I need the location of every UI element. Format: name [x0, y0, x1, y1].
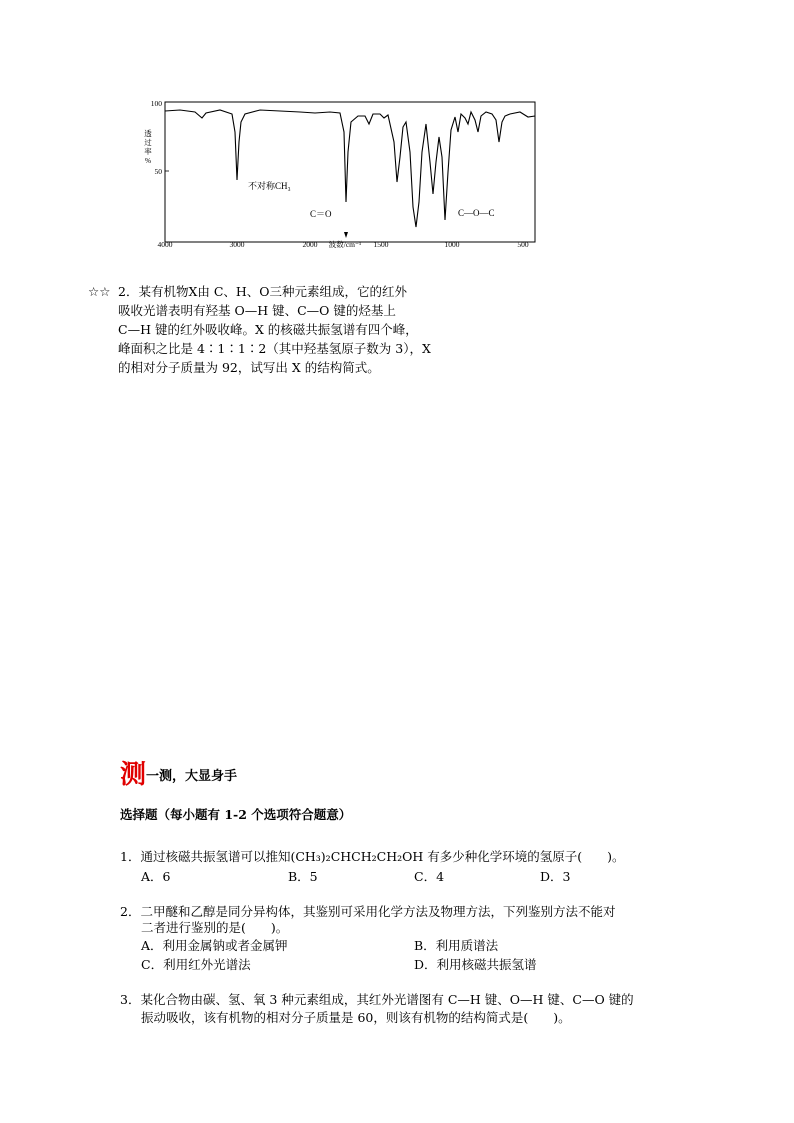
section-heading [120, 754, 237, 791]
x-tick-4000: 4000 [157, 240, 173, 249]
question-1-option-a: A．6 [141, 869, 171, 884]
problem-2-line-1: ☆☆ 2．某有机物X由 C、H、O三种元素组成，它的红外 [88, 284, 408, 299]
question-3-line-2: 振动吸收，该有机物的相对分子质量是 60，则该有机物的结构简式是( )。 [141, 1010, 571, 1025]
annotation-co: C＝O [310, 209, 332, 219]
question-2-option-a: A．利用金属钠或者金属钾 [141, 938, 288, 953]
annotation-ch3: 不对称CH₃ [248, 181, 291, 191]
problem-2-line-2: 吸收光谱表明有羟基 O—H 键、C—O 键的烃基上 [118, 303, 396, 318]
problem-2-line-4: 峰面积之比是 4∶1∶1∶2（其中羟基氢原子数为 3），X [118, 341, 431, 356]
section-big-char: 测 [120, 760, 147, 790]
question-1-text: 1．通过核磁共振氢谱可以推知(CH₃)₂CHCH₂CH₂OH 有多少种化学环境的氢原子( )。 [120, 849, 625, 864]
problem-2-line-5: 的相对分子质量为 92，试写出 X 的结构简式。 [118, 360, 380, 375]
question-2-option-b: B．利用质谱法 [414, 938, 499, 953]
section-title: 一测，大显身手 [146, 769, 238, 784]
question-1-option-b: B．5 [288, 869, 318, 884]
problem-2 [88, 282, 468, 377]
ir-spectrum-figure [140, 92, 550, 252]
x-tick-2000: 2000 [302, 240, 318, 249]
x-tick-3000: 3000 [229, 240, 245, 249]
x-tick-500: 500 [517, 240, 529, 249]
y-axis-label: 透过率% [144, 129, 152, 165]
question-2-line-2: 二者进行鉴别的是( )。 [141, 920, 289, 935]
x-tick-1500: 1500 [373, 240, 389, 249]
y-tick-50: 50 [154, 167, 162, 176]
question-2-option-c: C．利用红外光谱法 [141, 957, 251, 972]
question-1-option-d: D．3 [540, 869, 571, 884]
y-tick-100: 100 [150, 99, 162, 108]
x-tick-1000: 1000 [444, 240, 460, 249]
section-subtitle: 选择题（每小题有 1-2 个选项符合题意） [120, 807, 352, 822]
question-1-option-c: C．4 [414, 869, 445, 884]
question-2-option-d: D．利用核磁共振氢谱 [414, 957, 537, 972]
co-arrow [344, 232, 348, 238]
difficulty-stars: ☆☆ [88, 284, 111, 299]
problem-2-line-3: C—H 键的红外吸收峰。X 的核磁共振氢谱有四个峰， [118, 322, 418, 337]
annotation-coc: C—O—C [458, 208, 495, 218]
question-2-line-1: 2．二甲醚和乙醇是同分异构体，其鉴别可采用化学方法及物理方法，下列鉴别方法不能对 [120, 904, 616, 919]
question-3-line-1: 3．某化合物由碳、氢、氧 3 种元素组成，其红外光谱图有 C—H 键、O—H 键、C—O 键的 [120, 992, 634, 1007]
x-axis-label: 波数/cm⁻¹ [328, 240, 362, 249]
